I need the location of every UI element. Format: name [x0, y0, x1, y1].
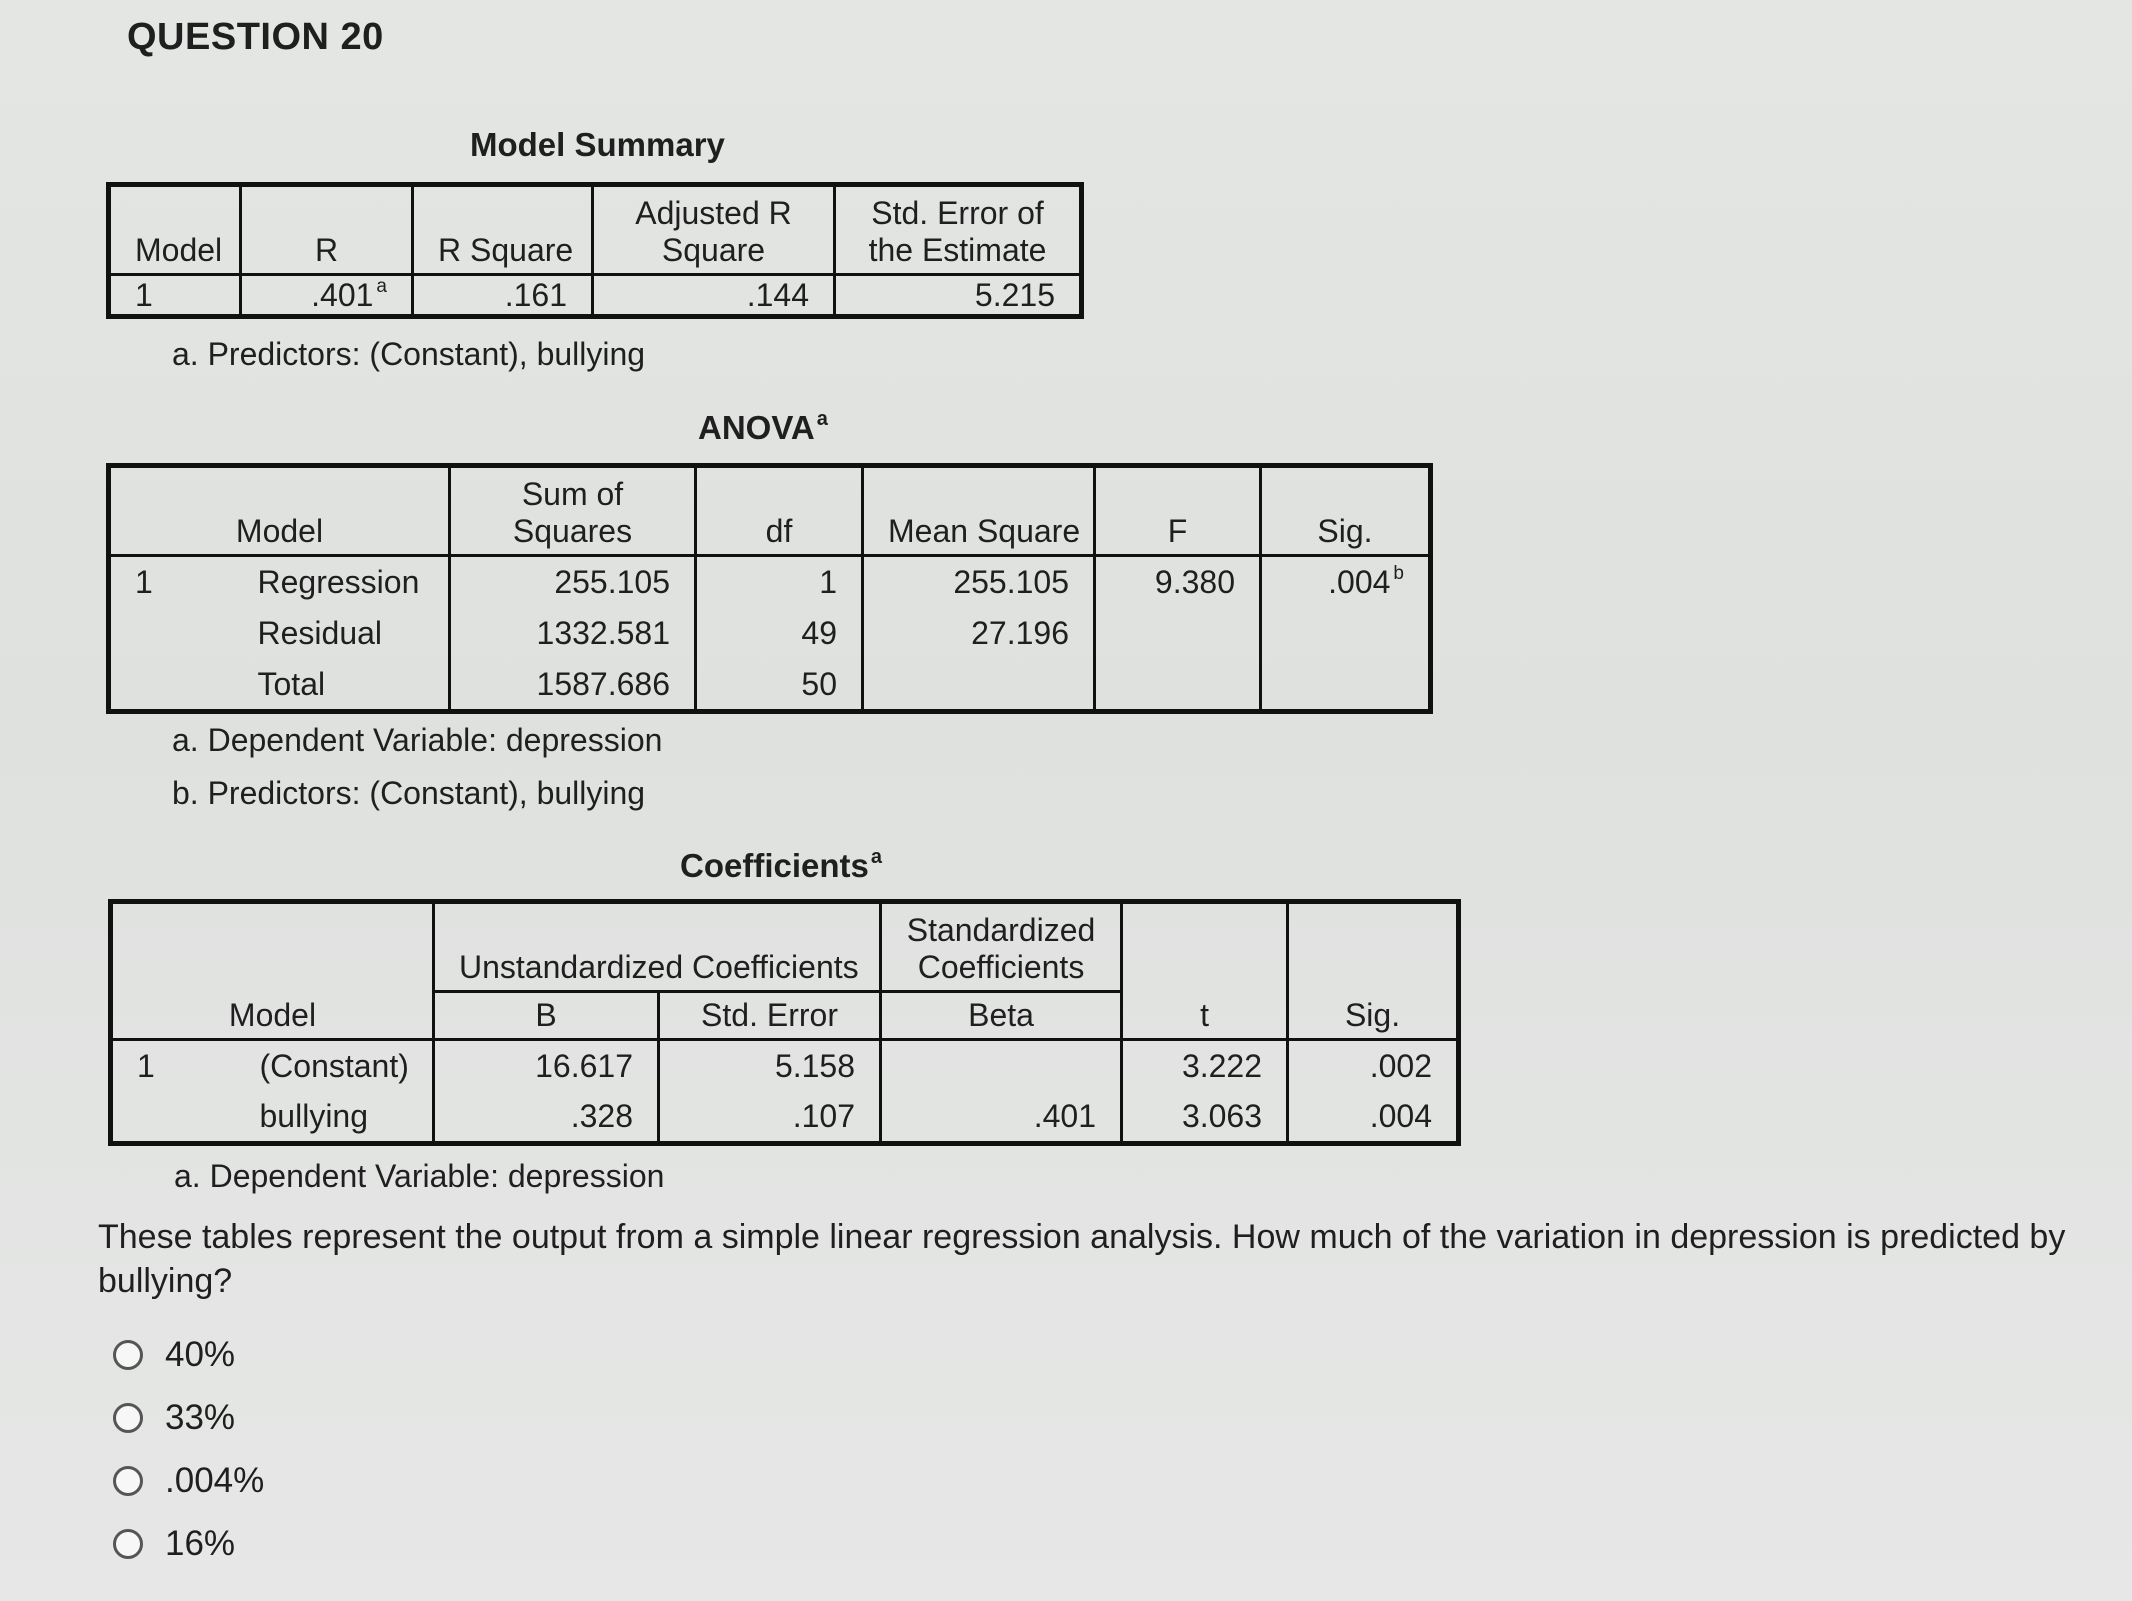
sig-cell: .002 — [1288, 1040, 1459, 1092]
col-header-adjusted-r-square: Adjusted R Square — [593, 185, 835, 275]
beta-cell — [881, 1040, 1122, 1092]
option-label[interactable]: .004% — [165, 1461, 265, 1500]
df-cell: 49 — [696, 608, 863, 660]
row-label: Regression — [257, 563, 420, 600]
t-cell: 3.222 — [1122, 1040, 1288, 1092]
anova-footnote-a: a. Dependent Variable: depression — [172, 722, 663, 758]
df-cell: 1 — [696, 556, 863, 608]
col-header-std-error: Std. Error — [659, 992, 881, 1040]
mean-square-cell: 27.196 — [863, 608, 1095, 660]
radio-button[interactable] — [113, 1466, 143, 1496]
col-header-model: Model — [111, 902, 434, 1040]
col-header-mean-square: Mean Square — [863, 466, 1095, 556]
t-cell: 3.063 — [1122, 1092, 1288, 1144]
option-label[interactable]: 40% — [165, 1335, 236, 1374]
model-summary-footnote: a. Predictors: (Constant), bullying — [172, 336, 646, 372]
table-row — [111, 1092, 1459, 1144]
adjusted-r-square-cell: .144 — [593, 275, 835, 317]
option-label[interactable]: 16% — [165, 1524, 236, 1563]
model-cell: 1 — [135, 563, 153, 600]
row-label: Residual — [257, 615, 383, 652]
table-row — [111, 1040, 1459, 1092]
col-header-model: Model — [109, 185, 241, 275]
radio-button[interactable] — [113, 1529, 143, 1559]
r-cell: .401 $^a$ — [241, 275, 413, 317]
coefficients-footnote: a. Dependent Variable: depression — [174, 1158, 665, 1194]
table-row — [109, 275, 1082, 317]
group-header-standardized: Standardized Coefficients — [881, 902, 1122, 992]
sig-cell: .004 $^b$ — [1261, 556, 1431, 608]
model-cell: 1 — [135, 276, 153, 313]
col-header-sum-of-squares: Sum of Squares — [450, 466, 696, 556]
sum-of-squares-cell: 1587.686 — [450, 660, 696, 712]
row-label: bullying — [259, 1097, 369, 1134]
b-cell: .328 — [434, 1092, 659, 1144]
r-square-cell: .161 — [413, 275, 593, 317]
col-header-beta: Beta — [881, 992, 1122, 1040]
answer-option[interactable] — [113, 1461, 264, 1501]
answer-option[interactable] — [113, 1398, 235, 1438]
coefficients-table — [108, 899, 1461, 1146]
question-title: QUESTION 20 — [127, 16, 384, 58]
col-header-df: df — [696, 466, 863, 556]
question-text: These tables represent the output from a simple linear regression analysis. How much of the variation in depression is predicted by bullying? — [98, 1218, 2066, 1301]
coefficients-title: Coefficients $^a$ — [680, 846, 882, 884]
model-summary-title: Model Summary — [470, 126, 725, 163]
col-header-f: F — [1095, 466, 1261, 556]
row-label: Total — [257, 665, 326, 702]
anova-title: ANOVA $^a$ — [698, 408, 828, 446]
footnote-marker: a — [376, 276, 387, 298]
radio-button[interactable] — [113, 1403, 143, 1433]
table-row — [109, 556, 1431, 608]
sig-cell: .004 — [1288, 1092, 1459, 1144]
anova-table — [106, 463, 1433, 714]
col-header-sig: Sig. — [1261, 466, 1431, 556]
model-cell: 1 — [137, 1047, 155, 1084]
option-label[interactable]: 33% — [165, 1398, 236, 1437]
table-row — [109, 660, 1431, 712]
sum-of-squares-cell: 255.105 — [450, 556, 696, 608]
footnote-marker: b — [1393, 563, 1404, 585]
b-cell: 16.617 — [434, 1040, 659, 1092]
col-header-std-error: Std. Error of the Estimate — [835, 185, 1082, 275]
anova-footnote-b: b. Predictors: (Constant), bullying — [172, 775, 646, 811]
col-header-t: t — [1122, 902, 1288, 1040]
col-header-sig: Sig. — [1288, 902, 1459, 1040]
col-header-b: B — [434, 992, 659, 1040]
sum-of-squares-cell: 1332.581 — [450, 608, 696, 660]
std-error-cell: 5.215 — [835, 275, 1082, 317]
answer-option[interactable] — [113, 1335, 235, 1375]
beta-cell: .401 — [881, 1092, 1122, 1144]
col-header-model: Model — [109, 466, 450, 556]
std-error-cell: 5.158 — [659, 1040, 881, 1092]
footnote-marker: a — [870, 846, 882, 868]
col-header-r-square: R Square — [413, 185, 593, 275]
row-label: (Constant) — [259, 1047, 409, 1084]
col-header-r: R — [241, 185, 413, 275]
mean-square-cell: 255.105 — [863, 556, 1095, 608]
model-summary-table — [106, 182, 1084, 319]
radio-button[interactable] — [113, 1340, 143, 1370]
footnote-marker: a — [816, 408, 828, 430]
group-header-unstandardized: Unstandardized Coefficients — [434, 902, 881, 992]
table-row — [109, 608, 1431, 660]
answer-option[interactable] — [113, 1524, 235, 1564]
df-cell: 50 — [696, 660, 863, 712]
std-error-cell: .107 — [659, 1092, 881, 1144]
f-cell: 9.380 — [1095, 556, 1261, 608]
